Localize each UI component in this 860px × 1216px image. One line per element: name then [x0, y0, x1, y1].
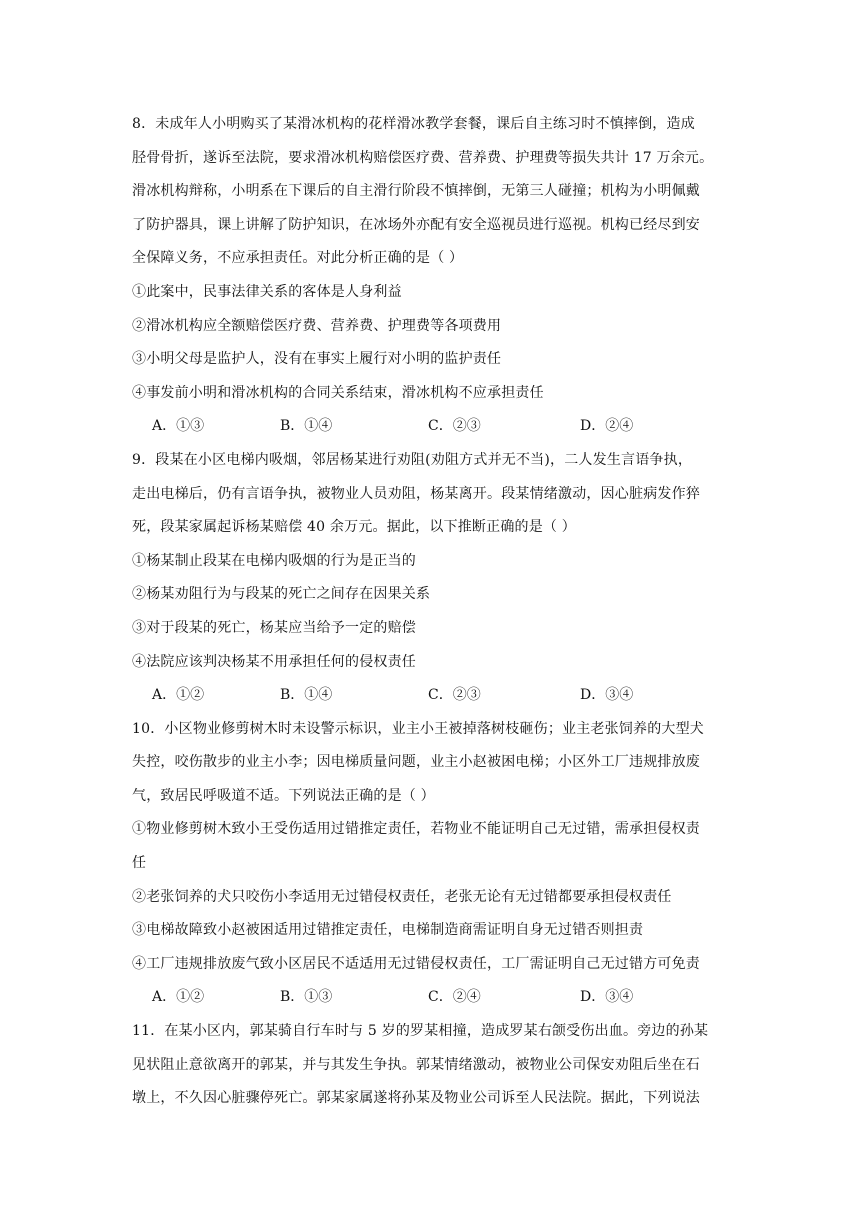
statement-line: ③对于段某的死亡，杨某应当给予一定的赔偿 — [132, 619, 416, 636]
question-text-line: 10．小区物业修剪树木时未设警示标识，业主小王被掉落树枝砸伤；业主老张饲养的大型犬 — [132, 720, 705, 737]
answer-options — [132, 410, 732, 444]
option-b: B．①④ — [280, 687, 333, 704]
statement-line: ③电梯故障致小赵被困适用过错推定责任，电梯制造商需证明自身无过错否则担责 — [132, 922, 644, 939]
question-text-line: 见状阻止意欲离开的郭某，并与其发生争执。郭某情绪激动，被物业公司保安劝阻后坐在石 — [132, 1056, 700, 1073]
statement-line: ③小明父母是监护人，没有在事实上履行对小明的监护责任 — [132, 351, 502, 368]
question-text-line: 死，段某家属起诉杨某赔偿 40 余万元。据此，以下推断正确的是（ ） — [132, 519, 576, 536]
statement-line: ①此案中，民事法律关系的客体是人身利益 — [132, 283, 402, 300]
question-10 — [132, 713, 732, 1015]
statement-line: ①杨某制止段某在电梯内吸烟的行为是正当的 — [132, 552, 416, 569]
statement-line: ②滑冰机构应全额赔偿医疗费、营养费、护理费等各项费用 — [132, 317, 502, 334]
question-text-line: 全保障义务，不应承担责任。对此分析正确的是（ ） — [132, 250, 464, 267]
question-11 — [132, 1015, 732, 1116]
statement-line: ②老张饲养的犬只咬伤小李适用无过错侵权责任，老张无论有无过错都要承担侵权责任 — [132, 888, 672, 905]
question-8 — [132, 108, 732, 444]
statement-line: ④工厂违规排放废气致小区居民不适适用无过错侵权责任，工厂需证明自己无过错方可免责 — [132, 955, 700, 972]
option-d: D．③④ — [580, 687, 634, 704]
question-text-line: 墩上，不久因心脏骤停死亡。郭某家属遂将孙某及物业公司诉至人民法院。据此，下列说法 — [132, 1090, 700, 1107]
question-text-line: 9．段某在小区电梯内吸烟，邻居杨某进行劝阻(劝阻方式并无不当)，二人发生言语争执， — [132, 451, 693, 468]
question-9 — [132, 444, 732, 713]
option-b: B．①③ — [280, 989, 333, 1006]
question-text-line: 走出电梯后，仍有言语争执，被物业人员劝阻，杨某离开。段某情绪激动，因心脏病发作猝 — [132, 485, 700, 502]
question-content — [132, 108, 732, 1116]
answer-options — [132, 981, 732, 1015]
option-a: A．①② — [152, 687, 205, 704]
statement-line: ④法院应该判决杨某不用承担任何的侵权责任 — [132, 653, 416, 670]
option-a: A．①③ — [152, 418, 205, 435]
option-b: B．①④ — [280, 418, 333, 435]
statement-line: ②杨某劝阻行为与段某的死亡之间存在因果关系 — [132, 586, 431, 603]
statement-line: ①物业修剪树木致小王受伤适用过错推定责任，若物业不能证明自己无过错，需承担侵权责 — [132, 821, 700, 838]
option-c: C．②③ — [428, 687, 481, 704]
option-c: C．②③ — [428, 418, 481, 435]
answer-options — [132, 679, 732, 713]
option-a: A．①② — [152, 989, 205, 1006]
question-text-line: 失控，咬伤散步的业主小李；因电梯质量问题，业主小赵被困电梯；小区外工厂违规排放废 — [132, 754, 700, 771]
question-text-line: 了防护器具，课上讲解了防护知识，在冰场外亦配有安全巡视员进行巡视。机构已经尽到安 — [132, 216, 700, 233]
statement-line: ④事发前小明和滑冰机构的合同关系结束，滑冰机构不应承担责任 — [132, 384, 544, 401]
question-text-line: 8．未成年人小明购买了某滑冰机构的花样滑冰教学套餐，课后自主练习时不慎摔倒，造成 — [132, 116, 695, 132]
option-d: D．②④ — [580, 418, 634, 435]
question-text-line: 11．在某小区内，郭某骑自行车时与 5 岁的罗某相撞，造成罗某右颌受伤出血。旁边的孙某 — [132, 1023, 709, 1040]
question-text-line: 气，致居民呼吸道不适。下列说法正确的是（ ） — [132, 787, 435, 804]
question-text-line: 胫骨骨折，遂诉至法院，要求滑冰机构赔偿医疗费、营养费、护理费等损失共计 17 万余元。 — [132, 149, 714, 166]
question-text-line: 滑冰机构辩称，小明系在下课后的自主滑行阶段不慎摔倒，无第三人碰撞；机构为小明佩戴 — [132, 183, 700, 200]
option-d: D．③④ — [580, 989, 634, 1006]
option-c: C．②④ — [428, 989, 481, 1006]
statement-line: 任 — [132, 855, 147, 872]
